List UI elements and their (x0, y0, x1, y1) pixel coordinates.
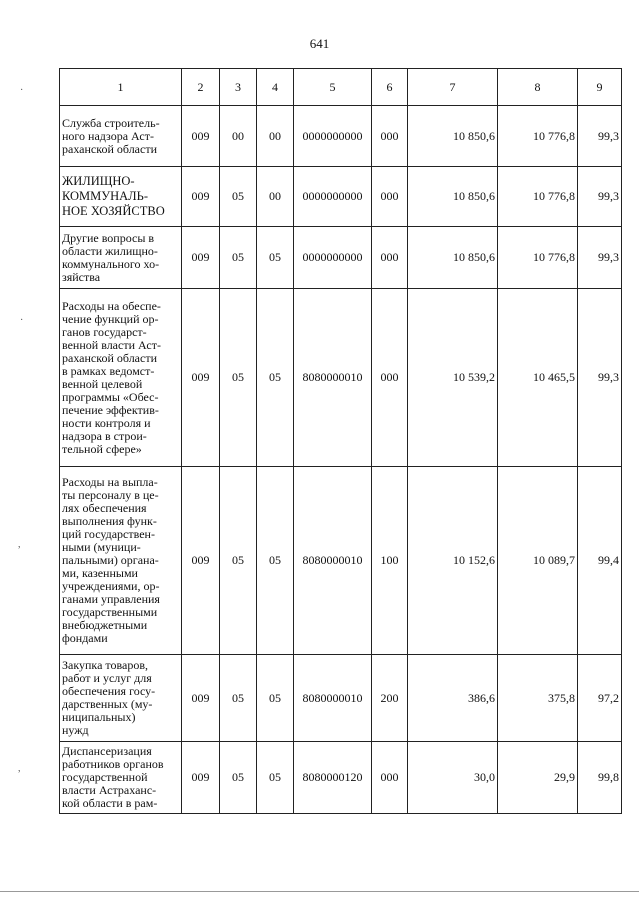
cell-c3: 05 (220, 467, 257, 655)
cell-c6: 000 (372, 227, 408, 289)
column-header: 1 (60, 69, 182, 106)
cell-c7: 30,0 (408, 742, 498, 814)
margin-mark: , (18, 539, 21, 550)
cell-c7: 10 850,6 (408, 106, 498, 167)
row-name-cell: Закупка товаров, работ и услуг для обеспечения госу- дарственных (му- ниципальных) нужд (60, 655, 182, 742)
cell-c3: 05 (220, 167, 257, 227)
column-header: 8 (498, 69, 578, 106)
cell-c7: 10 152,6 (408, 467, 498, 655)
budget-table (59, 68, 622, 814)
cell-c8: 10 776,8 (498, 106, 578, 167)
cell-c7: 10 539,2 (408, 289, 498, 467)
cell-c9: 97,2 (578, 655, 622, 742)
row-name-cell: Расходы на выпла- ты персоналу в це- лях обеспечения выполнения функ- ций государствен- ными (муници- пальными) органа- ми, казенными учреждениями, ор- ганами управления государственными внебюджетными фондами (60, 467, 182, 655)
cell-c8: 29,9 (498, 742, 578, 814)
row-name-cell: Диспансеризация работников органов государственной власти Астраханс- кой области в рам- (60, 742, 182, 814)
margin-mark: , (18, 763, 21, 774)
cell-c5: 8080000010 (294, 467, 372, 655)
cell-c9: 99,4 (578, 467, 622, 655)
cell-c9: 99,3 (578, 106, 622, 167)
cell-c9: 99,3 (578, 167, 622, 227)
column-header: 9 (578, 69, 622, 106)
cell-c6: 100 (372, 467, 408, 655)
cell-c9: 99,3 (578, 289, 622, 467)
cell-c6: 200 (372, 655, 408, 742)
column-header: 7 (408, 69, 498, 106)
cell-c2: 009 (182, 106, 220, 167)
cell-c4: 05 (257, 742, 294, 814)
cell-c5: 8080000120 (294, 742, 372, 814)
column-header: 3 (220, 69, 257, 106)
cell-c8: 10 089,7 (498, 467, 578, 655)
cell-c2: 009 (182, 467, 220, 655)
cell-c3: 05 (220, 227, 257, 289)
cell-c7: 10 850,6 (408, 227, 498, 289)
table-row (60, 742, 622, 814)
cell-c9: 99,3 (578, 227, 622, 289)
cell-c3: 05 (220, 742, 257, 814)
cell-c5: 0000000000 (294, 227, 372, 289)
column-header: 6 (372, 69, 408, 106)
margin-mark: · (20, 85, 24, 96)
page-number: 641 (309, 36, 330, 51)
cell-c3: 05 (220, 655, 257, 742)
cell-c6: 000 (372, 742, 408, 814)
cell-c2: 009 (182, 289, 220, 467)
table-row (60, 106, 622, 167)
table-row (60, 289, 622, 467)
cell-c7: 10 850,6 (408, 167, 498, 227)
row-name-cell: Расходы на обеспе- чение функций ор- ганов государст- венной власти Аст- раханской области в рамках ведомст- венной целевой программы «Обес- печение эффектив- ности контроля и надзора в строи- тельной сфере» (60, 289, 182, 467)
table-header-row (60, 69, 622, 106)
cell-c8: 375,8 (498, 655, 578, 742)
cell-c2: 009 (182, 227, 220, 289)
column-header: 5 (294, 69, 372, 106)
table-row (60, 655, 622, 742)
cell-c5: 8080000010 (294, 655, 372, 742)
cell-c6: 000 (372, 106, 408, 167)
cell-c9: 99,8 (578, 742, 622, 814)
cell-c4: 00 (257, 167, 294, 227)
cell-c4: 05 (257, 467, 294, 655)
row-name-cell: Служба строитель- ного надзора Аст- раханской области (60, 106, 182, 167)
cell-c5: 0000000000 (294, 167, 372, 227)
cell-c4: 05 (257, 655, 294, 742)
table-row (60, 467, 622, 655)
cell-c7: 386,6 (408, 655, 498, 742)
cell-c6: 000 (372, 167, 408, 227)
cell-c5: 0000000000 (294, 106, 372, 167)
cell-c3: 00 (220, 106, 257, 167)
cell-c6: 000 (372, 289, 408, 467)
cell-c2: 009 (182, 742, 220, 814)
table-row (60, 227, 622, 289)
cell-c2: 009 (182, 655, 220, 742)
cell-c4: 00 (257, 106, 294, 167)
cell-c8: 10 465,5 (498, 289, 578, 467)
column-header: 2 (182, 69, 220, 106)
cell-c4: 05 (257, 227, 294, 289)
row-name-cell: ЖИЛИЩНО- КОММУНАЛЬ- НОЕ ХОЗЯЙСТВО (60, 167, 182, 227)
cell-c3: 05 (220, 289, 257, 467)
cell-c4: 05 (257, 289, 294, 467)
table-row (60, 167, 622, 227)
page-footer-line (0, 891, 639, 892)
cell-c5: 8080000010 (294, 289, 372, 467)
row-name-cell: Другие вопросы в области жилищно- коммунального хо- зяйства (60, 227, 182, 289)
cell-c2: 009 (182, 167, 220, 227)
cell-c8: 10 776,8 (498, 167, 578, 227)
cell-c8: 10 776,8 (498, 227, 578, 289)
column-header: 4 (257, 69, 294, 106)
margin-mark: · (20, 315, 24, 326)
